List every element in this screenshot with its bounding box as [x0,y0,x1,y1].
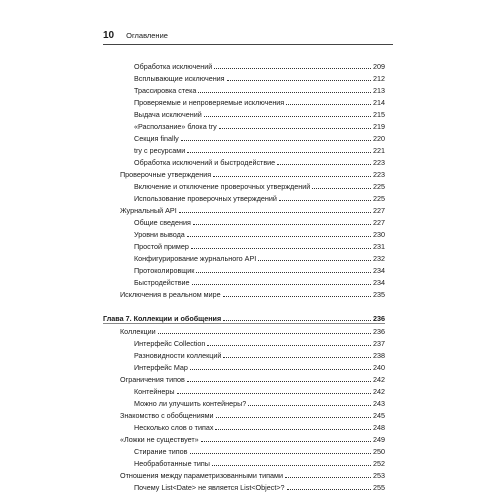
dot-leader [213,176,371,177]
toc-section-page: 242 [373,375,385,384]
toc-entry-title: Обработка исключений и быстродействие [134,158,276,167]
dot-leader [201,441,371,442]
toc-section[interactable] [103,287,385,299]
toc-section[interactable] [103,325,385,336]
toc-entry-title: Секция finally [134,134,179,143]
dot-leader [286,104,371,105]
toc-entry[interactable] [103,71,385,83]
toc-entry-title: Можно ли улучшить контейнеры? [134,399,247,408]
dot-leader [158,333,371,334]
toc-entry[interactable] [103,360,385,372]
dot-leader [204,116,371,117]
toc-entry-page: 237 [373,339,385,348]
toc-entry[interactable] [103,251,385,263]
toc-entry-page: 230 [373,230,385,239]
dot-leader [279,200,371,201]
toc-section-title: Коллекции [120,327,156,336]
toc-entry-title: Простой пример [134,242,189,251]
toc-entry-page: 212 [373,74,385,83]
toc-entry-title: Контейнеры [134,387,175,396]
toc-entry-page: 209 [373,62,385,71]
toc-section-title: Отношения между параметризованными типами [120,471,283,480]
toc-section-page: 249 [373,435,385,444]
page-number: 10 [103,30,115,41]
spacer [103,299,385,311]
toc-entry-page: 243 [373,399,385,408]
toc-section-page: 227 [373,206,385,215]
dot-leader [181,140,371,141]
toc-entry-title: Конфигурирование журнального API [134,254,257,263]
toc-section-title: Журнальный API [120,206,177,215]
toc-entry-page: 238 [373,351,385,360]
toc-section[interactable] [103,372,385,384]
dot-leader [207,345,371,346]
dot-leader [187,152,371,153]
toc-entry-title: Общие сведения [134,218,191,227]
toc-entry-page: 248 [373,423,385,432]
toc-entry-page: 214 [373,98,385,107]
dot-leader [190,369,371,370]
toc-entry-title: Стирание типов [134,447,188,456]
toc-entry[interactable] [103,384,385,396]
toc-entry-title: try с ресурсами [134,146,186,155]
toc-entry-page: 223 [373,158,385,167]
dot-leader [192,284,371,285]
toc-entry[interactable] [103,95,385,107]
toc-section[interactable] [103,408,385,420]
toc-section[interactable] [103,167,385,179]
toc-section-page: 253 [373,471,385,480]
toc-entry[interactable] [103,131,385,143]
toc-entry[interactable] [103,155,385,167]
toc-chapter-title: Глава 7. Коллекции и обобщения [103,314,222,323]
dot-leader [198,92,371,93]
toc-entry[interactable] [103,239,385,251]
toc-entry-page: 225 [373,194,385,203]
toc-entry-page: 242 [373,387,385,396]
toc-entry-title: Почему List<Date> не является List<Object>? [134,483,285,492]
toc-entry-title: Выдача исключений [134,110,202,119]
dot-leader [214,68,371,69]
dot-leader [216,417,371,418]
toc-section-title: Исключения в реальном мире [120,290,221,299]
toc-entry[interactable] [103,179,385,191]
dot-leader [215,429,371,430]
toc-entry-title: Включение и отключение проверочных утверждений [134,182,311,191]
running-title: Оглавление [126,31,168,40]
dot-leader [285,477,371,478]
toc-chapter[interactable] [103,311,385,323]
toc-entry-page: 234 [373,278,385,287]
toc-entry-title: Интерфейс Map [134,363,188,372]
toc-entry[interactable] [103,456,385,468]
toc-entry-title: Проверяемые и непроверяемые исключения [134,98,285,107]
dot-leader [223,296,371,297]
dot-leader [258,260,371,261]
dot-leader [187,381,371,382]
toc-entry-page: 232 [373,254,385,263]
toc-entry-page: 219 [373,122,385,131]
toc-entry[interactable] [103,444,385,456]
dot-leader [190,453,372,454]
dot-leader [312,188,371,189]
toc-section-title: Знакомство с обобщениями [120,411,214,420]
toc-entry-title: Интерфейс Collection [134,339,206,348]
toc-entry-page: 220 [373,134,385,143]
toc-entry[interactable] [103,275,385,287]
toc-section-page: 223 [373,170,385,179]
toc-entry-title: Обработка исключений [134,62,213,71]
toc-entry[interactable] [103,107,385,119]
toc-entry-title: Несколько слов о типах [134,423,214,432]
toc-entry-title: «Расползание» блока try [134,122,217,131]
toc-entry-page: 255 [373,483,385,492]
toc-section-title: Ограничения типов [120,375,185,384]
toc-entry[interactable] [103,396,385,408]
toc-entry-page: 221 [373,146,385,155]
dot-leader [248,405,371,406]
toc-entry-page: 227 [373,218,385,227]
toc-entry-page: 215 [373,110,385,119]
dot-leader [191,248,371,249]
toc-entry[interactable] [103,83,385,95]
dot-leader [179,212,371,213]
dot-leader [223,357,371,358]
dot-leader [227,80,371,81]
toc-section[interactable] [103,203,385,215]
toc-section[interactable] [103,432,385,444]
toc-entry[interactable] [103,263,385,275]
dot-leader [193,224,371,225]
toc-entry-page: 231 [373,242,385,251]
toc-section-page: 235 [373,290,385,299]
toc-entry-page: 225 [373,182,385,191]
dot-leader [177,393,371,394]
dot-leader [196,272,371,273]
dot-leader [187,236,371,237]
toc-entry-page: 234 [373,266,385,275]
toc-chapter-page: 236 [373,314,385,323]
toc-entry-page: 213 [373,86,385,95]
toc-entry-title: Всплывающие исключения [134,74,225,83]
toc-entry[interactable] [103,215,385,227]
toc-entry-title: Трассировка стека [134,86,197,95]
dot-leader [287,489,371,490]
toc-entry[interactable] [103,336,385,348]
toc-entry-title: Использование проверочных утверждений [134,194,277,203]
toc-entry-title: Уровни вывода [134,230,185,239]
toc-entry-title: Необработанные типы [134,459,210,468]
table-of-contents [103,59,385,492]
toc-entry-title: Быстродействие [134,278,190,287]
toc-section-title: «Ложки не существует» [120,435,199,444]
toc-entry[interactable] [103,59,385,71]
toc-entry[interactable] [103,191,385,203]
toc-section-title: Проверочные утверждения [120,170,212,179]
toc-section[interactable] [103,468,385,480]
toc-entry-title: Разновидности коллекций [134,351,222,360]
toc-section-page: 245 [373,411,385,420]
toc-entry-title: Протоколировщик [134,266,195,275]
toc-entry[interactable] [103,480,385,492]
dot-leader [219,128,371,129]
toc-entry[interactable] [103,143,385,155]
toc-entry[interactable] [103,119,385,131]
toc-section-page: 236 [373,327,385,336]
header-rule [103,44,393,45]
dot-leader [212,465,371,466]
dot-leader [223,320,371,321]
toc-entry-page: 252 [373,459,385,468]
chapter-rule [103,323,385,324]
toc-entry-page: 250 [373,447,385,456]
dot-leader [277,164,371,165]
page-header [103,30,393,44]
toc-entry[interactable] [103,420,385,432]
toc-entry[interactable] [103,348,385,360]
toc-entry-page: 240 [373,363,385,372]
toc-entry[interactable] [103,227,385,239]
